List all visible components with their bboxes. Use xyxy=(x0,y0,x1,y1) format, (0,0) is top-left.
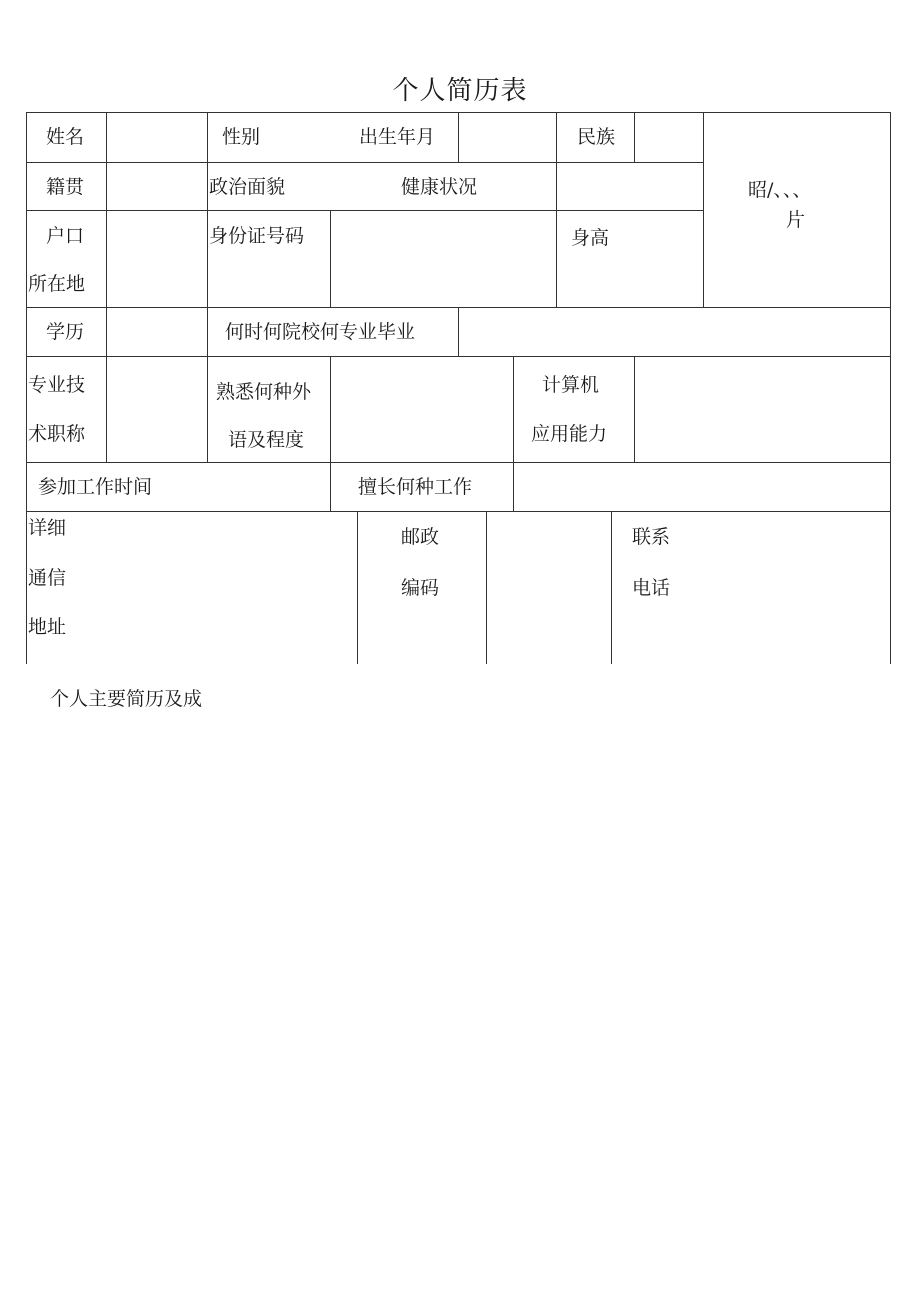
label-height: 身高 xyxy=(571,227,610,249)
label-health: 健康状况 xyxy=(401,176,478,198)
label-education: 学历 xyxy=(46,321,85,343)
col-divider xyxy=(634,356,635,462)
col-divider xyxy=(556,112,557,307)
label-graduation: 何时何院校何专业毕业 xyxy=(225,321,416,343)
label-gender: 性别 xyxy=(222,126,261,148)
label-postal-code: 邮政 xyxy=(401,526,440,548)
label-professional-title: 术职称 xyxy=(28,423,86,445)
page-title: 个人简历表 xyxy=(392,76,528,106)
resume-history-heading: 个人主要简历及成 xyxy=(50,688,203,710)
col-divider xyxy=(330,210,331,307)
table-border-left xyxy=(26,112,27,664)
col-divider xyxy=(611,511,612,664)
label-hukou: 户口 xyxy=(46,225,85,247)
label-hukou: 所在地 xyxy=(28,273,86,295)
col-divider xyxy=(486,511,487,664)
label-photo: 片 xyxy=(786,209,806,231)
label-phone: 电话 xyxy=(632,577,671,599)
col-divider xyxy=(106,307,107,356)
label-professional-title: 专业技 xyxy=(28,374,86,396)
col-divider xyxy=(207,356,208,462)
label-language: 熟悉何种外 xyxy=(216,381,312,403)
label-political-status: 政治面貌 xyxy=(209,176,286,198)
row-divider xyxy=(26,462,891,463)
col-divider xyxy=(207,112,208,307)
col-divider xyxy=(357,511,358,664)
label-native-place: 籍贯 xyxy=(46,176,85,198)
row-divider xyxy=(26,162,703,163)
col-divider xyxy=(513,356,514,511)
label-postal-code: 编码 xyxy=(401,577,440,599)
label-language: 语及程度 xyxy=(228,429,305,451)
label-photo: 昭/、、、 xyxy=(748,179,812,201)
col-divider xyxy=(106,356,107,462)
table-border-right xyxy=(890,112,891,664)
col-divider xyxy=(458,112,459,162)
label-name: 姓名 xyxy=(46,126,85,148)
row-divider xyxy=(26,356,891,357)
row-divider xyxy=(26,511,891,512)
col-divider xyxy=(207,307,208,356)
label-ethnicity: 民族 xyxy=(577,126,616,148)
col-divider xyxy=(106,112,107,307)
label-work-start: 参加工作时间 xyxy=(38,476,153,498)
col-divider xyxy=(330,356,331,511)
label-computer: 应用能力 xyxy=(531,423,608,445)
label-specialty: 擅长何种工作 xyxy=(358,476,473,498)
label-computer: 计算机 xyxy=(542,374,600,396)
row-divider xyxy=(26,210,703,211)
col-divider xyxy=(703,112,704,307)
label-birth: 出生年月 xyxy=(359,126,436,148)
col-divider xyxy=(458,307,459,356)
label-address: 详细 xyxy=(28,517,67,539)
label-address: 通信 xyxy=(28,567,67,589)
col-divider xyxy=(634,112,635,162)
label-id-number: 身份证号码 xyxy=(209,225,305,247)
label-address: 地址 xyxy=(28,616,67,638)
label-phone: 联系 xyxy=(632,526,671,548)
